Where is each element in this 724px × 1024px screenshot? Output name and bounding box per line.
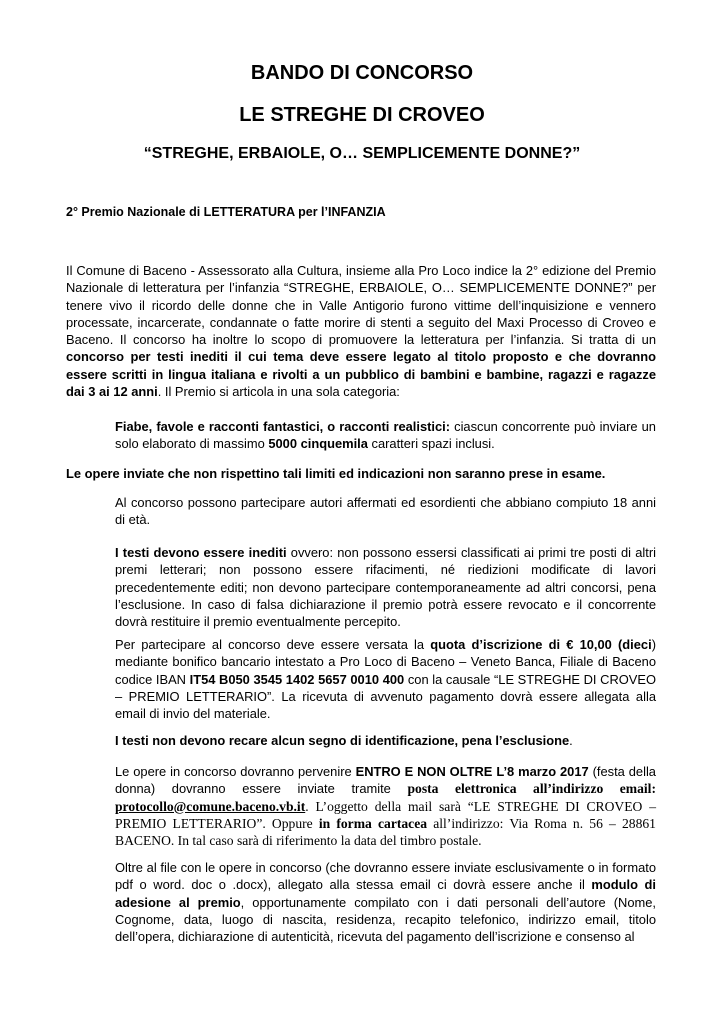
document-title: BANDO DI CONCORSO [250, 62, 474, 84]
prize-heading: 2° Premio Nazionale di LETTERATURA per l’INFANZIA [66, 205, 386, 219]
category-text-b: caratteri spazi inclusi. [367, 436, 495, 452]
fee-bold-a: quota d’iscrizione di € 10,00 (dieci [430, 637, 652, 652]
fee-paragraph [115, 636, 656, 722]
fee-text-c: con la causale “LE STREGHE DI CROVEO – PREMIO LETTERARIO”. La ricevuta di avvenuto pagamento dovrà essere allegata alla email di invio del materiale. [115, 671, 656, 722]
fee-text-a: Per partecipare al concorso deve essere versata la [115, 637, 431, 652]
deadline-email-label: posta elettronica all’indirizzo email: [407, 781, 656, 797]
intro-bold-a: concorso per testi inediti il cui tema deve essere legato al titolo proposto e che dovranno essere scritti in lingua italiana e rivolti a un pubblico di bambini e bambine, ragazzi e ragazze dai 3 ai 12 anni [66, 349, 656, 400]
attachment-text-b: , opportunamente compilato con i dati personali dell’autore (Nome, Cognome, data, luogo di nascita, residenza, recapito telefonico, indirizzo email, titolo dell’opera, dichiarazione di autenticità, ricevuta del pagamento dell’iscrizione e consenso al [115, 894, 656, 945]
deadline-text-c: . L’oggetto della mail sarà “LE STREGHE DI CROVEO – PREMIO LETTERARIO”. Oppure [115, 798, 656, 831]
intro-paragraph [66, 262, 656, 400]
intro-text-a: Il Comune di Baceno - Assessorato alla Cultura, insieme alla Pro Loco indice la 2° edizione del Premio Nazionale di letteratura per l’infanzia “STREGHE, ERBAIOLE, O… SEMPLICEMENTE DONNE?” per tenere vivo il ricordo delle donne che in Valle Antigorio furono vittime dell’inquisizione e vennero processate, incarcerate, condannate o fatte morire di stenti a seguito del Maxi Processo di Croveo e Baceno. Il concorso ha inoltre lo scopo di promuovere la letteratura per l’infanzia. Si tratta di un [66, 263, 656, 348]
deadline-bold-c: in forma cartacea [318, 815, 428, 831]
fee-text-b: ) mediante bonifico bancario intestato a Pro Loco di Baceno – Veneto Banca, Filiale di Baceno codice IBAN [115, 637, 656, 687]
attachment-text-a: Oltre al file con le opere in concorso (che dovranno essere inviate esclusivamente o in formato pdf o word. doc o .docx), allegato alla stessa email ci dovrà essere anche il [115, 860, 656, 893]
deadline-paragraph [115, 763, 656, 849]
anonymity-bold-a: I testi non devono recare alcun segno di identificazione, pena l’esclusione [115, 733, 570, 748]
eligibility-paragraph: Al concorso possono partecipare autori affermati ed esordienti che abbiano compiuto 18 anni di età. [115, 495, 656, 528]
deadline-text-b: (festa della donna) dovranno essere inviate tramite [115, 764, 656, 797]
unpublished-text-a: ovvero: non possono essersi classificati ai primi tre posti di altri premi letterari; non possono essere rifacimenti, né riedizioni modificate di lavori precedentemente editi; non devono partecipare contemporaneamente ad altri concorsi, pena l’esclusione. In caso di falsa dichiarazione il premio potrà essere revocato e il concorrente dovrà restituire il premio eventualmente percepito. [115, 545, 656, 630]
category-paragraph [115, 418, 656, 453]
unpublished-bold-a: I testi devono essere inediti [115, 545, 287, 560]
document-subtitle: “STREGHE, ERBAIOLE, O… SEMPLICEMENTE DONNE?” [143, 145, 581, 162]
anonymity-paragraph [115, 732, 656, 749]
intro-text-b: . Il Premio si articola in una sola categoria: [157, 384, 400, 400]
attachment-paragraph [115, 859, 656, 945]
limits-warning: Le opere inviate che non rispettino tali limiti ed indicazioni non saranno prese in esame. [66, 466, 606, 481]
email-link[interactable]: protocollo@comune.baceno.vb.it [115, 798, 306, 814]
fee-iban: IT54 B050 3545 1402 5657 0010 400 [189, 671, 405, 687]
category-bold-b: 5000 cinquemila [268, 436, 368, 452]
document-title-secondary: LE STREGHE DI CROVEO [239, 104, 485, 126]
attachment-bold-a: modulo di adesione al premio [115, 877, 656, 910]
category-bold-a: Fiabe, favole e racconti fantastici, o racconti realistici: [115, 419, 451, 434]
unpublished-paragraph [115, 544, 656, 630]
anonymity-text-a: . [569, 733, 573, 748]
deadline-date: ENTRO E NON OLTRE L’8 marzo 2017 [355, 764, 589, 779]
deadline-text-a: Le opere in concorso dovranno pervenire [115, 764, 356, 779]
category-text-a: ciascun concorrente può inviare un solo elaborato di massimo [115, 419, 656, 452]
deadline-text-d: all’indirizzo: Via Roma n. 56 – 28861 BACENO. In tal caso sarà di riferimento la data del timbro postale. [115, 815, 656, 849]
